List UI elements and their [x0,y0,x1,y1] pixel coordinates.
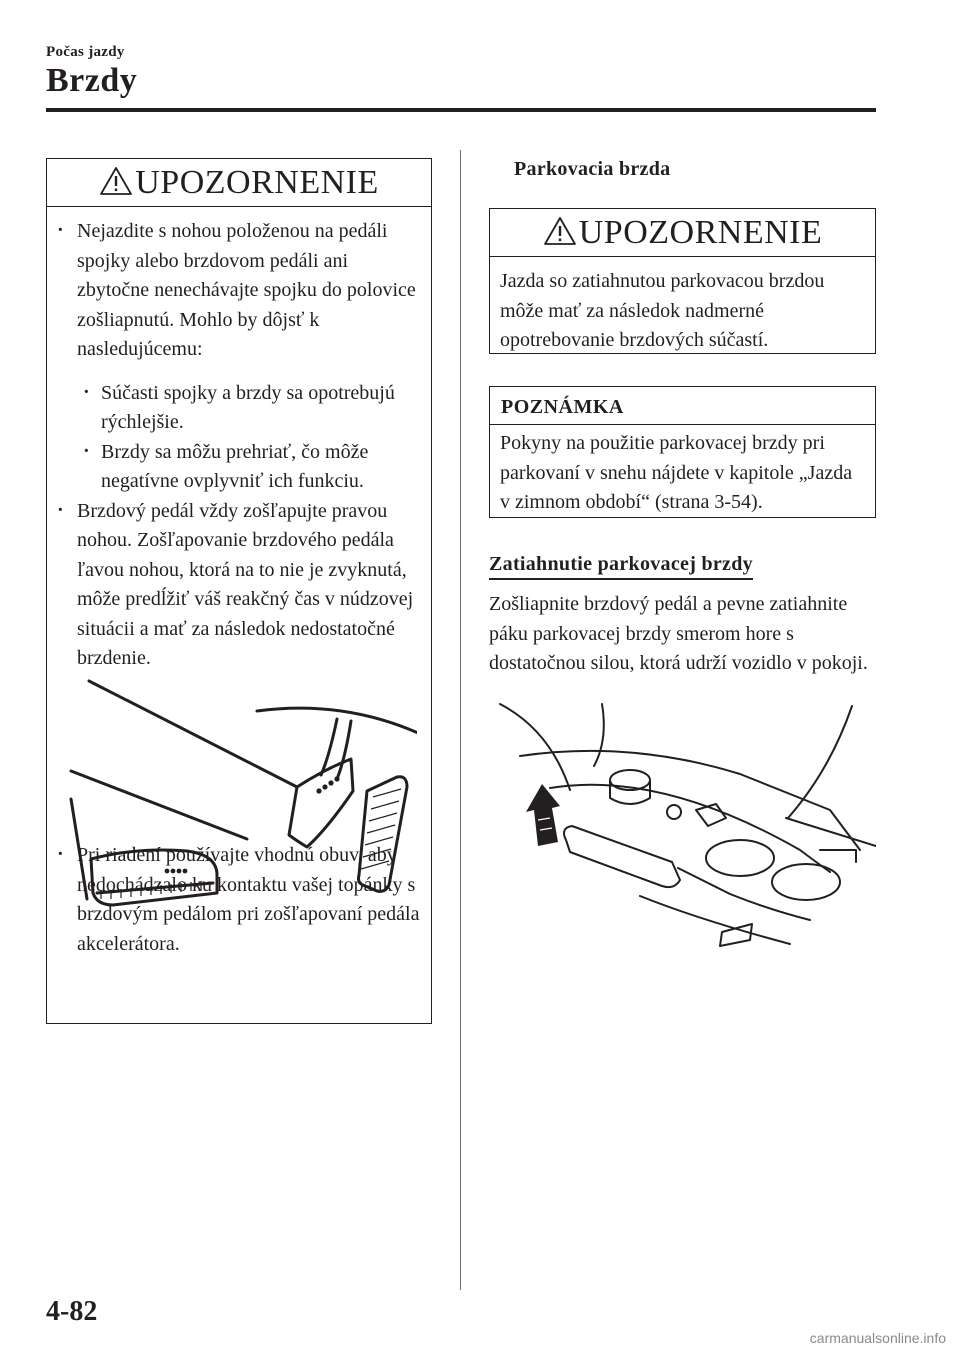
warning-left-text-bottom [47,841,431,959]
page-title: Brzdy [46,62,138,99]
warning-bullet: · Nejazdite s nohou položenou na pedáli spojky alebo brzdovom pedáli ani zbytočne nenechávajte spojku do polovice zošliapnutú. Mohlo by dôjsť k nasledujúcemu: [47,217,421,365]
warning-triangle-icon [543,216,577,246]
note-title: POZNÁMKA [490,387,875,425]
apply-parking-brake-text: Zošliapnite brzdový pedál a pevne zatiahnite páku parkovacej brzdy smerom hore s dostatočnou silou, ktorá udrží vozidlo v pokoji. [489,593,868,674]
warning-header [490,209,875,257]
warning-right-text: Jazda so zatiahnutou parkovacou brzdou môže mať za následok nadmerné opotrebovanie brzdových súčastí. [500,270,825,351]
header-rule [46,108,876,112]
warning-sub-bullet: · Brzdy sa môžu prehriať, čo môže negatívne ovplyvniť ich funkciu. [47,438,421,497]
warning-left-text-top [47,217,431,674]
page-number: 4-82 [46,1296,98,1327]
parking-brake-lever-illustration [490,700,876,950]
warning-sub-bullet: · Súčasti spojky a brzdy sa opotrebujú rýchlejšie. [47,379,421,438]
warning-box-left [46,158,432,1024]
warning-bullet: · Pri riadení používajte vhodnú obuv, aby nedochádzalo ku kontaktu vašej topánky s brzdovým pedálom pri zošľapovaní pedála akcelerátora. [47,841,421,959]
note-box [489,386,876,518]
warning-title-wrap [543,209,822,257]
column-divider [460,150,461,1290]
note-text: Pokyny na použitie parkovacej brzdy pri parkovaní v snehu nájdete v kapitole „Jazda v zimnom období“ (strana 3-54). [500,432,853,513]
warning-bullet: · Brzdový pedál vždy zošľapujte pravou nohou. Zošľapovanie brzdového pedála ľavou nohou, ktorá na to nie je zvyknutá, môže predĺžiť váš reakčný čas v núdzovej situácii a mať za následok nedostatočné brzdenie. [47,497,421,674]
parking-brake-heading: Parkovacia brzda [514,158,671,180]
apply-parking-brake-heading: Zatiahnutie parkovacej brzdy [489,553,753,580]
warning-triangle-icon [99,166,133,196]
warning-title: UPOZORNENIE [578,214,823,251]
warning-title-wrap [99,159,378,207]
section-label: Počas jazdy [46,44,125,60]
warning-box-right [489,208,876,354]
warning-title: UPOZORNENIE [135,164,379,201]
warning-header [47,159,431,207]
watermark-text: carmanualsonline.info [809,1330,946,1346]
